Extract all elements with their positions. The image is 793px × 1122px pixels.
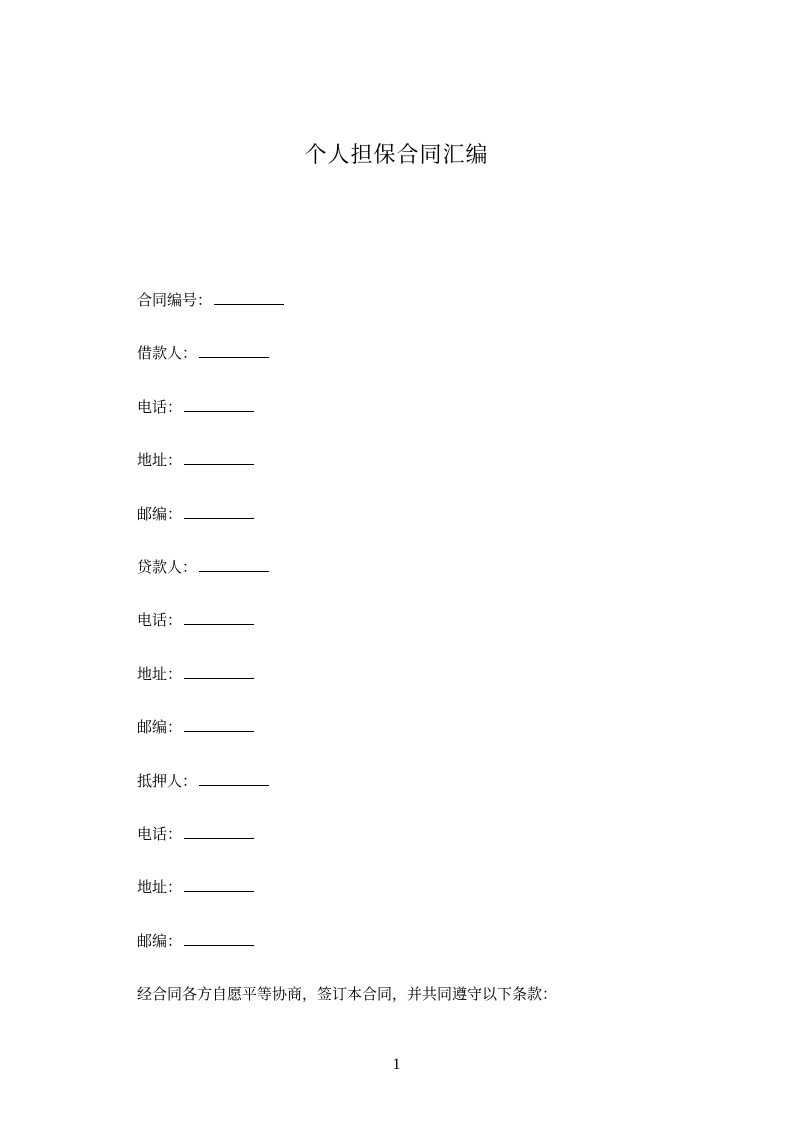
fill-in-blank xyxy=(184,395,254,412)
fill-in-blank xyxy=(184,822,254,839)
field-label: 贷款人： xyxy=(137,557,198,576)
fill-in-blank xyxy=(184,929,254,946)
field-mortgagor-postcode xyxy=(137,929,657,982)
field-borrower-phone xyxy=(137,395,657,448)
document-title: 个人担保合同汇编 xyxy=(304,143,489,168)
fill-in-blank xyxy=(199,341,269,358)
field-lender-address xyxy=(137,662,657,715)
field-lender-postcode xyxy=(137,715,657,768)
field-label: 借款人： xyxy=(137,344,198,363)
field-label: 邮编： xyxy=(137,931,183,950)
field-borrower-address xyxy=(137,448,657,501)
field-mortgagor-address xyxy=(137,875,657,928)
fill-in-blank xyxy=(214,288,284,305)
field-label: 电话： xyxy=(137,611,183,630)
field-mortgagor xyxy=(137,769,657,822)
field-borrower-postcode xyxy=(137,502,657,555)
page-number: 1 xyxy=(392,1056,401,1073)
fill-in-blank xyxy=(199,769,269,786)
field-lender xyxy=(137,555,657,608)
party-info-fields xyxy=(137,288,657,982)
fill-in-blank xyxy=(184,608,254,625)
fill-in-blank xyxy=(184,662,254,679)
intro-paragraph: 经合同各方自愿平等协商，签订本合同，并共同遵守以下条款： xyxy=(137,985,558,1003)
field-label: 电话： xyxy=(137,824,183,843)
field-borrower xyxy=(137,341,657,394)
field-lender-phone xyxy=(137,608,657,661)
field-label: 地址： xyxy=(137,664,183,683)
fill-in-blank xyxy=(184,448,254,465)
field-mortgagor-phone xyxy=(137,822,657,875)
field-label: 合同编号： xyxy=(137,291,213,309)
fill-in-blank xyxy=(184,502,254,519)
fill-in-blank xyxy=(199,555,269,572)
fill-in-blank xyxy=(184,875,254,892)
field-label: 电话： xyxy=(137,397,183,416)
field-contract-number xyxy=(137,288,657,341)
field-label: 抵押人： xyxy=(137,771,198,790)
field-label: 邮编： xyxy=(137,504,183,523)
field-label: 邮编： xyxy=(137,718,183,737)
field-label: 地址： xyxy=(137,451,183,470)
field-label: 地址： xyxy=(137,878,183,897)
fill-in-blank xyxy=(184,715,254,732)
